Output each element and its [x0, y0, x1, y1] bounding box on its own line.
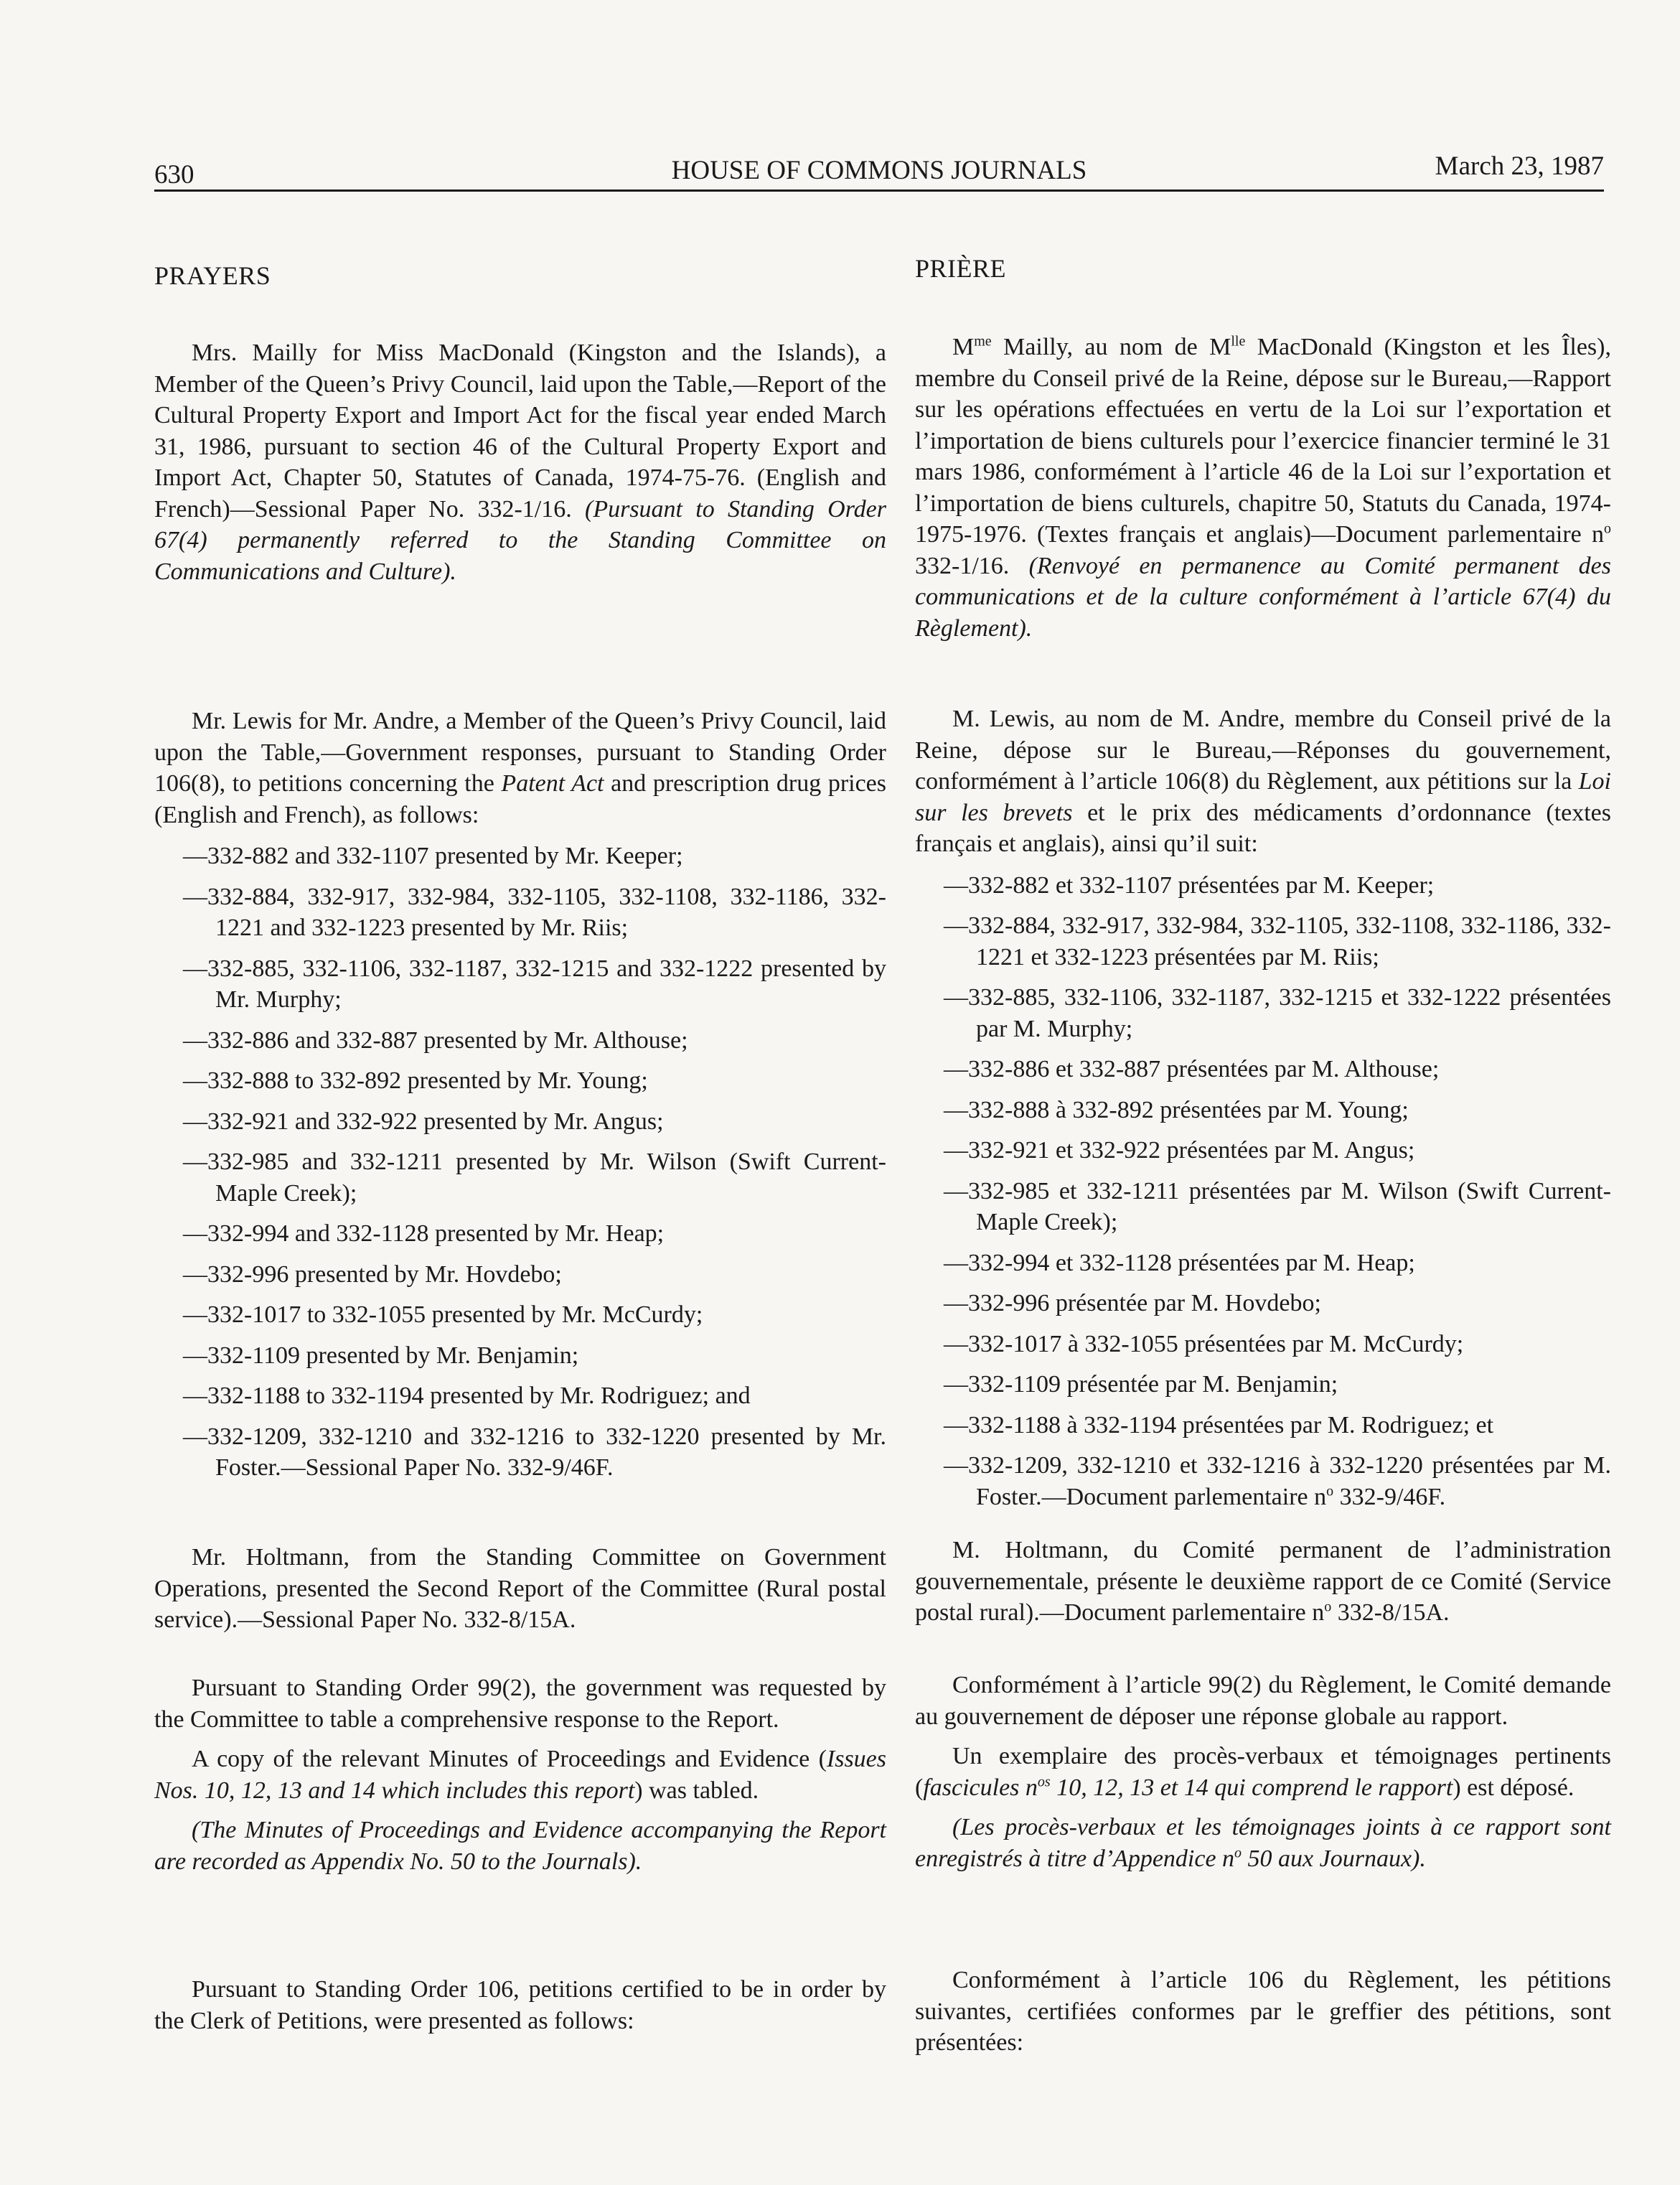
prayers-heading: PRAYERS — [154, 261, 271, 290]
fr-petition-list — [915, 870, 1611, 1513]
list-item: —332-1188 to 332-1194 presented by Mr. Rodriguez; and — [183, 1382, 751, 1409]
list-item: —332-985 and 332-1211 presented by Mr. Wilson (Swift Current-Maple Creek); — [183, 1148, 886, 1207]
list-item: —332-1017 to 332-1055 presented by Mr. McCurdy; — [183, 1301, 703, 1328]
list-item: —332-882 et 332-1107 présentées par M. Keeper; — [944, 871, 1435, 899]
en-paragraph: Mrs. Mailly for Miss MacDonald (Kingston and the Islands), a Member of the Queen’s Privy Council, laid upon the Table,—Report of the Cultural Property Export and Import Act for the fiscal year ended March 31, 1986, pursuant to section 46 of the Cultural Property Export and Import Act, Chapter 50, Statutes of Canada, 1974-75-76. (English and French)—Sessional Paper No. 332-1/16. (Pursuant to Standing Order 67(4) permanently referred to the Standing Committee on Communications and Culture). — [154, 340, 886, 585]
list-item: —332-885, 332-1106, 332-1187, 332-1215 and 332-1222 presented by Mr. Murphy; — [183, 955, 886, 1013]
list-item: —332-885, 332-1106, 332-1187, 332-1215 et 332-1222 présentées par M. Murphy; — [944, 984, 1611, 1042]
priere-heading: PRIÈRE — [915, 254, 1007, 283]
en-paragraph: Mr. Holtmann, from the Standing Committee on Government Operations, presented the Second Report of the Committee (Rural postal service).—Sessional Paper No. 332-8/15A. — [154, 1544, 886, 1633]
list-item: —332-994 et 332-1128 présentées par M. Heap; — [944, 1249, 1415, 1276]
en-paragraph: (The Minutes of Proceedings and Evidence accompanying the Report are recorded as Appendix No. 50 to the Journals). — [154, 1817, 886, 1875]
list-item: —332-994 and 332-1128 presented by Mr. Heap; — [183, 1220, 665, 1247]
fr-paragraph: Conformément à l’article 99(2) du Règlement, le Comité demande au gouvernement de déposer une réponse globale au rapport. — [915, 1672, 1611, 1730]
list-item: —332-921 et 332-922 présentées par M. Angus; — [944, 1137, 1415, 1164]
list-item: —332-1188 à 332-1194 présentées par M. Rodriguez; et — [944, 1411, 1494, 1438]
list-item: —332-888 to 332-892 presented by Mr. Young; — [183, 1067, 648, 1094]
page-header — [154, 151, 1604, 191]
en-tabling-cultural-property — [154, 337, 886, 587]
en-petitions-presented — [154, 1974, 886, 2036]
list-item: —332-886 and 332-887 presented by Mr. Althouse; — [183, 1026, 688, 1054]
journal-title: HOUSE OF COMMONS JOURNALS — [671, 156, 1087, 185]
fr-paragraph: M. Holtmann, du Comité permanent de l’administration gouvernementale, présente le deuxième rapport de ce Comité (Service postal rural).—Document parlementaire $n^o$ 332-8/15A. — [915, 1537, 1611, 1626]
en-paragraph: Pursuant to Standing Order 106, petitions certified to be in order by the Clerk of Petitions, were presented as follows: — [154, 1976, 886, 2034]
en-government-responses — [154, 706, 886, 1493]
en-committee-report — [154, 1542, 886, 1636]
fr-paragraph: $M^{me}$ Mailly, au nom de $M^{lle}$ MacDonald (Kingston et les Îles), membre du Conseil privé de la Reine, dépose sur le Bureau,—Rapport sur les opérations effectuées en vertu de la Loi sur l’exportation et l’importation de biens culturels pour l’exercice financier terminé le 31 mars 1986, conformément à l’article 46 de la Loi sur l’exportation et l’importation de biens culturels, chapitre 50, Statuts du Canada, 1974-1975-1976. (Textes français et anglais)—Document parlementaire $n^o$ 332-1/16. (Renvoyé en permanence au Comité permanent des communications et de la culture conformément à l’article 67(4) du Règlement). — [915, 333, 1611, 642]
en-response-request — [154, 1672, 886, 1877]
list-item: —332-996 presented by Mr. Hovdebo; — [183, 1260, 562, 1288]
list-item: —332-985 et 332-1211 présentées par M. Wilson (Swift Current-Maple Creek); — [944, 1177, 1611, 1235]
list-item: —332-888 à 332-892 présentées par M. Young; — [944, 1096, 1409, 1123]
fr-response-request — [915, 1670, 1611, 1874]
fr-committee-report — [915, 1535, 1611, 1629]
fr-paragraph: (Les procès-verbaux et les témoignages joints à ce rapport sont enregistrés à titre d’Appendice $n^o$ 50 aux Journaux). — [915, 1814, 1611, 1872]
list-item: —332-884, 332-917, 332-984, 332-1105, 332-1108, 332-1186, 332-1221 and 332-1223 presented by Mr. Riis; — [183, 883, 886, 941]
list-item: —332-921 and 332-922 presented by Mr. Angus; — [183, 1108, 664, 1135]
list-item: —332-884, 332-917, 332-984, 332-1105, 332-1108, 332-1186, 332-1221 et 332-1223 présentées par M. Riis; — [944, 912, 1611, 970]
list-item: —332-1017 à 332-1055 présentées par M. McCurdy; — [944, 1330, 1464, 1357]
fr-tabling-cultural-property — [915, 332, 1611, 644]
header-rule — [154, 190, 1604, 192]
page-number: 630 — [154, 160, 194, 190]
en-petition-list — [154, 841, 886, 1484]
list-item: —332-882 and 332-1107 presented by Mr. Keeper; — [183, 843, 683, 869]
fr-paragraph: M. Lewis, au nom de M. Andre, membre du Conseil privé de la Reine, dépose sur le Bureau,—Réponses du gouvernement, conformément à l’article 106(8) du Règlement, aux pétitions sur la Loi sur les brevets et le prix des médicaments d’ordonnance (textes français et anglais), ainsi qu’il suit: — [915, 706, 1611, 857]
fr-petitions-presented — [915, 1965, 1611, 2059]
list-item: —332-1209, 332-1210 et 332-1216 à 332-1220 présentées par M. Foster.—Document parlementaire $n^o$ 332-9/46F. — [944, 1452, 1611, 1510]
list-item: —332-886 et 332-887 présentées par M. Althouse; — [944, 1056, 1440, 1082]
fr-paragraph: Conformément à l’article 106 du Règlement, les pétitions suivantes, certifiées conformes par le greffier des pétitions, sont présentées: — [915, 1967, 1611, 2056]
list-item: —332-1209, 332-1210 and 332-1216 to 332-1220 presented by Mr. Foster.—Sessional Paper No. 332-9/46F. — [183, 1423, 886, 1481]
en-paragraph: A copy of the relevant Minutes of Proceedings and Evidence (Issues Nos. 10, 12, 13 and 14 which includes this report) was tabled. — [154, 1746, 886, 1804]
fr-government-responses — [915, 703, 1611, 1522]
journal-date: March 23, 1987 — [1435, 151, 1604, 181]
fr-paragraph: Un exemplaire des procès-verbaux et témoignages pertinents (fascicules $n^{os}$ 10, 12, 13 et 14 qui comprend le rapport) est déposé. — [915, 1743, 1611, 1801]
list-item: —332-1109 presented by Mr. Benjamin; — [183, 1342, 579, 1369]
list-item: —332-1109 présentée par M. Benjamin; — [944, 1371, 1338, 1398]
en-paragraph: Pursuant to Standing Order 99(2), the government was requested by the Committee to table a comprehensive response to the Report. — [154, 1675, 886, 1733]
en-paragraph: Mr. Lewis for Mr. Andre, a Member of the Queen’s Privy Council, laid upon the Table,—Government responses, pursuant to Standing Order 106(8), to petitions concerning the Patent Act and prescription drug prices (English and French), as follows: — [154, 708, 886, 828]
list-item: —332-996 présentée par M. Hovdebo; — [944, 1290, 1321, 1316]
